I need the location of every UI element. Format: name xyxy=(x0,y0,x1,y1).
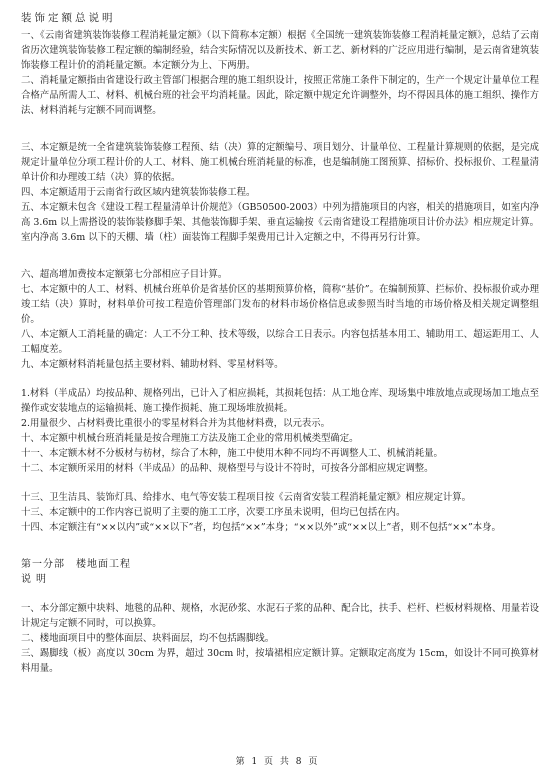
document-title: 装饰定额总说明 xyxy=(21,12,116,24)
spacer xyxy=(21,535,539,557)
paragraph: 三、踢脚线（板）高度以 30cm 为界，超过 30cm 时，按墙裙相应定额计算。定额取定高度为 15cm，如设计不同可换算材料用量。 xyxy=(21,648,539,674)
spacer xyxy=(21,587,539,601)
spacer xyxy=(21,245,539,267)
paragraph: 二、楼地面项目中的整体面层、块料面层，均不包括踢脚线。 xyxy=(21,633,275,644)
paragraph: 五、本定额未包含《建设工程工程量清单计价规范》（GB50500-2003）中列为措施项目的内容，相关的措施项目，如室内净高 3.6m 以上需搭设的装饰装修脚手架、其他装饰脚手架、垂直运输按《云南省建设工程措施项目计价办法》相应规定计算。室内净高 3.6m 以下的天棚、墙（柱）面装饰工程脚手架费用已计入定额之中，不得再另行计算。 xyxy=(21,202,539,243)
section-label: 说明 xyxy=(21,574,51,585)
paragraph: 一、《云南省建筑装饰装修工程消耗量定额》（以下简称本定额）根据《全国统一建筑装饰装修工程消耗量定额》，总结了云南省历次建筑装饰装修工程定额的编制经验，结合实际情况以及新技术、新工艺、新材料的广泛应用进行编制，是云南省建筑装饰装修工程计价的消耗量定额。本定额分为上、下两册。 xyxy=(21,30,539,71)
paragraph: 二、消耗量定额指由省建设行政主管部门根据合理的施工组织设计，按照正常施工条件下制定的，生产一个规定计量单位工程合格产品所需人工、材料、机械台班的社会平均消耗量。因此，除定额中规定允许调整外，均不得因具体的施工组织、操作方法、材料消耗与定额不同而调整。 xyxy=(21,75,539,116)
spacer xyxy=(21,118,539,140)
paragraph: 九、本定额材料消耗量包括主要材料、辅助材料、零星材料等。 xyxy=(21,359,284,370)
part-title: 第一分部 楼地面工程 xyxy=(21,559,131,570)
paragraph: 1.材料（半成品）均按品种、规格列出，已计入了相应损耗，其损耗包括：从工地仓库、现场集中堆放地点或现场加工地点至操作或安装地点的运输损耗、施工操作损耗、施工现场堆放损耗。 xyxy=(21,388,539,414)
floor-section xyxy=(21,601,539,676)
intro-section xyxy=(21,28,539,118)
paragraph: 四、本定额适用于云南省行政区域内建筑装饰装修工程。 xyxy=(21,187,256,198)
paragraph: 十二、本定额所采用的材料（半成品）的品种、规格型号与设计不符时，可按各分部相应规定调整。 xyxy=(21,463,434,474)
spacer xyxy=(21,476,539,490)
paragraph: 十、本定额中机械台班消耗量是按合理施工方法及施工企业的常用机械类型确定。 xyxy=(21,433,359,444)
paragraph: 十三、卫生洁具、装饰灯具、给排水、电气等安装工程项目按《云南省安装工程消耗量定额》相应规定计算。 xyxy=(21,492,472,503)
paragraph: 十一、本定额木材不分板材与枋材，综合了木种，施工中使用木种不同均不再调整人工、机械消耗量。 xyxy=(21,448,443,459)
pricing-section xyxy=(21,267,539,372)
paragraph: 2.用量很少、占材料费比重很小的零星材料合并为其他材料费，以元表示。 xyxy=(21,418,330,429)
paragraph: 六、超高增加费按本定额第七分部相应子目计算。 xyxy=(21,269,228,280)
page-footer: 第 1 页 共 8 页 xyxy=(235,757,320,767)
other-section xyxy=(21,490,539,535)
materials-section xyxy=(21,386,539,476)
paragraph: 七、本定额中的人工、材料、机械台班单价是省基价区的基期预算价格，简称“基价”。在编制预算、拦标价、投标报价或办理竣工结（决）算时，材料单价可按工程造价管理部门发布的材料市场价格信息或参照当时当地的市场价格及相关规定调整组价。 xyxy=(21,284,539,325)
paragraph: 一、本分部定额中块料、地毯的品种、规格，水泥砂浆、水泥石子浆的品种、配合比，扶手、栏杆、栏板材料规格、用量若设计规定与定额不同时，可以换算。 xyxy=(21,603,539,629)
paragraph: 八、本定额人工消耗量的确定：人工不分工种、技术等级，以综合工日表示。内容包括基本用工、辅助用工、超运距用工、人工幅度差。 xyxy=(21,329,539,355)
scope-section xyxy=(21,140,539,245)
paragraph: 十四、本定额注有“××以内”或“××以下”者，均包括“××”本身；“××以外”或“××以上”者，则不包括“××”本身。 xyxy=(21,522,501,533)
paragraph: 十三、本定额中的工作内容已说明了主要的施工工序，次要工序虽未说明，但均已包括在内。 xyxy=(21,507,406,518)
spacer xyxy=(21,372,539,386)
paragraph: 三、本定额是统一全省建筑装饰装修工程预、结（决）算的定额编号、项目划分、计量单位、工程量计算规则的依据，是完成规定计量单位分项工程计价的人工、材料、施工机械台班消耗量的标准，也是编制施工图预算、招标价、投标报价、工程量清单计价和办理竣工结（决）算的依据。 xyxy=(21,142,539,183)
